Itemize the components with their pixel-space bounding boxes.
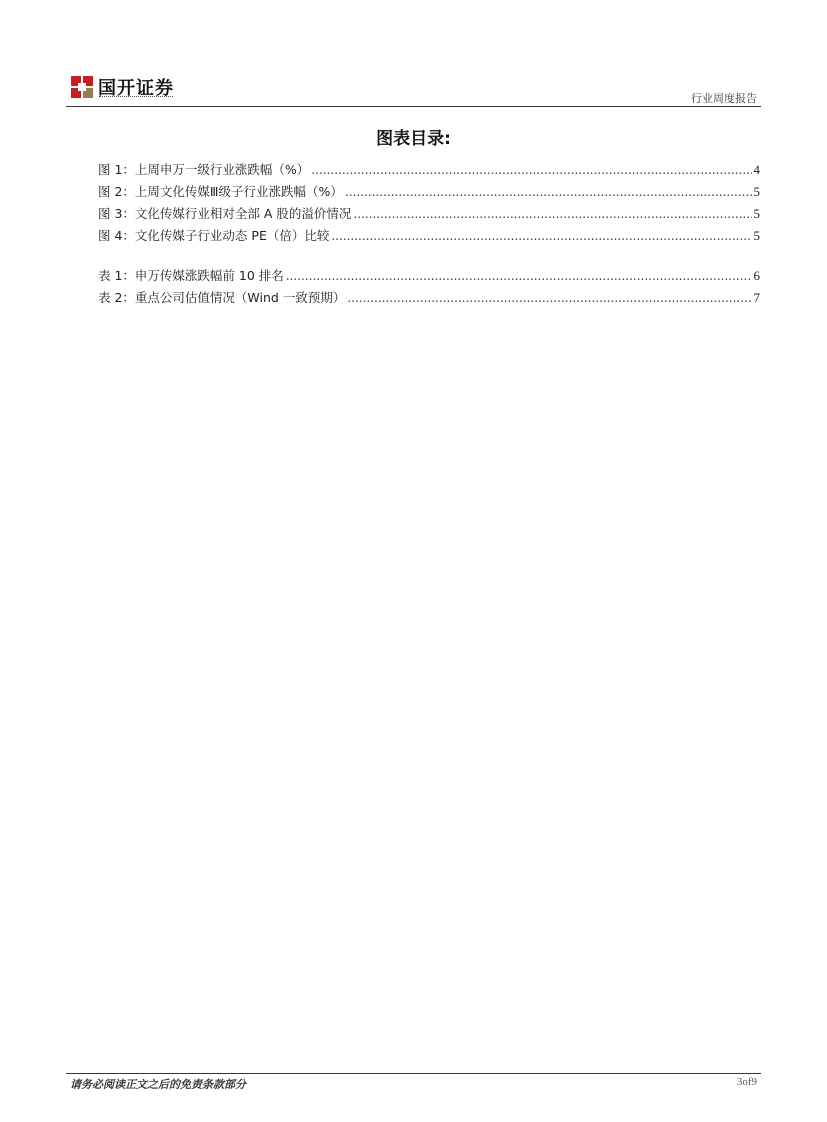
toc-entry-page[interactable]: 5 [753, 228, 760, 243]
page-number: 3of9 [736, 1076, 757, 1088]
toc-entry-label[interactable]: 表 1：申万传媒涨跌幅前 10 排名 [98, 268, 284, 283]
header-divider [66, 106, 761, 107]
toc-entry[interactable] [98, 160, 760, 182]
toc-entry-label[interactable]: 图 4：文化传媒子行业动态 PE（倍）比较 [98, 228, 330, 243]
report-type: 行业周度报告 [691, 92, 757, 105]
toc-entry-label[interactable]: 图 3：文化传媒行业相对全部 A 股的溢价情况 [98, 206, 352, 221]
toc-leader-dots [353, 207, 751, 221]
toc-entry[interactable] [98, 226, 760, 248]
toc-leader-dots [331, 229, 751, 243]
toc-entry-page[interactable]: 5 [753, 206, 760, 221]
logo-subline [99, 96, 173, 99]
table-list [98, 266, 760, 310]
toc-leader-dots [286, 269, 752, 283]
footer-divider [66, 1073, 761, 1074]
footer-disclaimer: 请务必阅读正文之后的免责条款部分 [70, 1078, 246, 1091]
logo-mark-icon [71, 76, 93, 98]
toc-entry-page[interactable]: 7 [753, 290, 760, 305]
toc-entry[interactable] [98, 204, 760, 226]
toc-leader-dots [347, 291, 751, 305]
logo-text: 国开证券 [98, 78, 174, 99]
toc-entry-page[interactable]: 5 [753, 184, 760, 199]
toc-entry-label[interactable]: 图 1：上周申万一级行业涨跌幅（%） [98, 162, 310, 177]
figure-list [98, 160, 760, 248]
toc-entry-page[interactable]: 4 [753, 162, 760, 177]
toc-entry-page[interactable]: 6 [753, 268, 760, 283]
toc-leader-dots [345, 185, 752, 199]
toc-entry[interactable] [98, 182, 760, 204]
toc-entry-label[interactable]: 表 2：重点公司估值情况（Wind 一致预期） [98, 290, 346, 305]
toc-title: 图表目录: [376, 129, 451, 149]
toc-entry[interactable] [98, 288, 760, 310]
toc-leader-dots [311, 163, 751, 177]
toc-entry-label[interactable]: 图 2：上周文化传媒Ⅲ级子行业涨跌幅（%） [98, 184, 343, 199]
toc-entry[interactable] [98, 266, 760, 288]
company-logo [71, 76, 175, 100]
